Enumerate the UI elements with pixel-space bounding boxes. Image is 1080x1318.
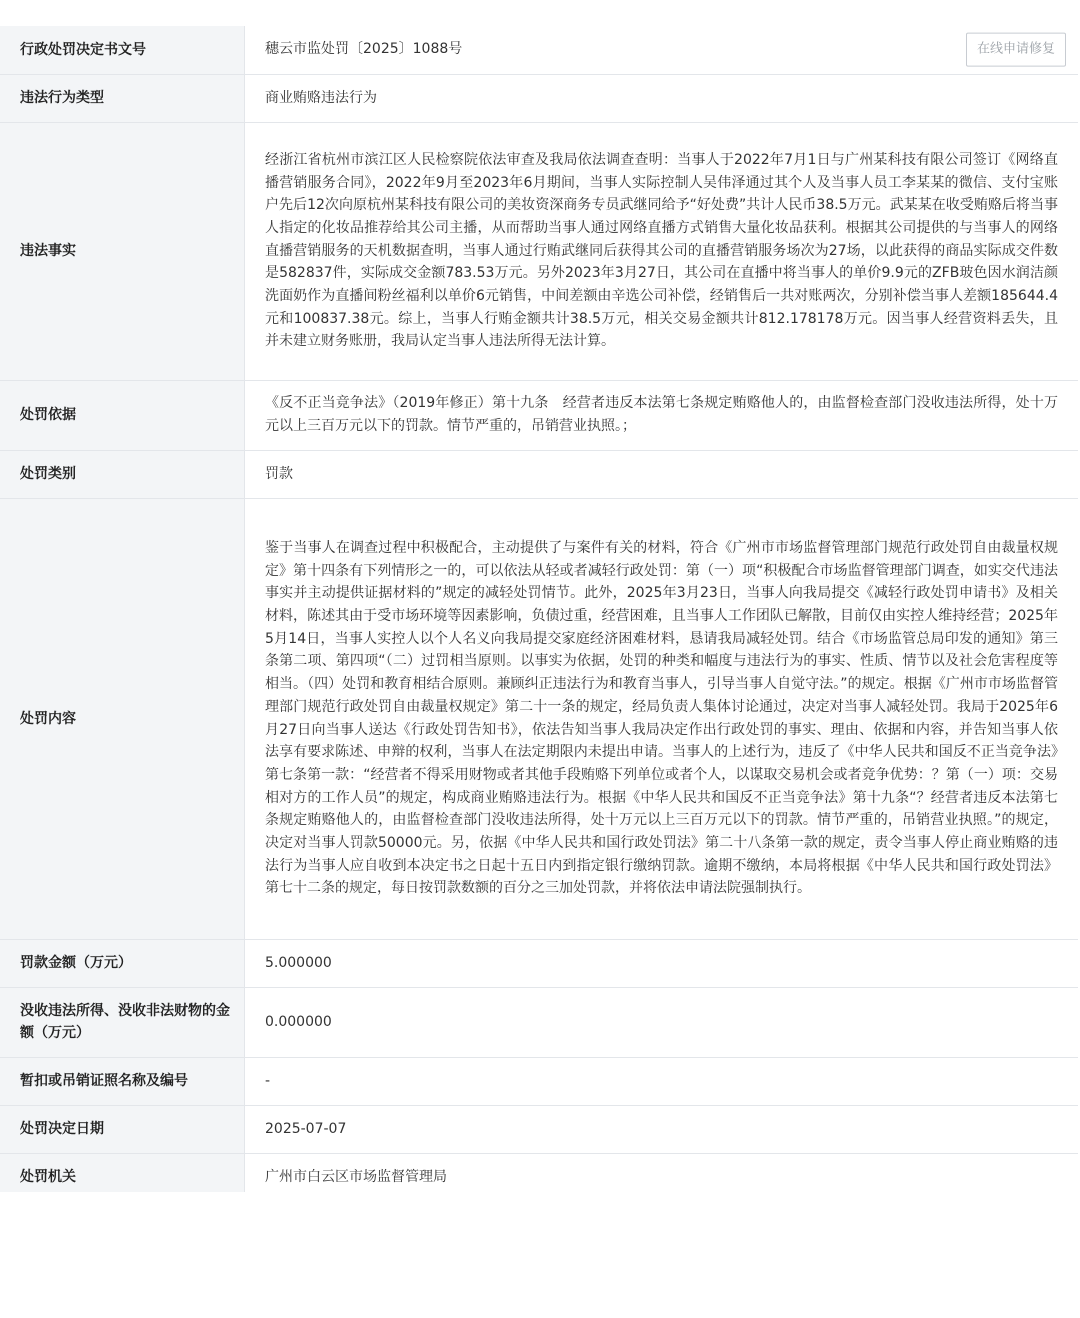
- value-violation-facts: 经浙江省杭州市滨江区人民检察院依法审查及我局依法调查查明：当事人于2022年7月1日与广州某科技有限公司签订《网络直播营销服务合同》，2022年9月至2023年6月期间，当事人实际控制人吴伟泽通过其个人及当事人员工李某某的微信、支付宝账户先后12次向原杭州某科技有限公司的美妆资深商务专员武继同给予“好处费”共计人民币38.5万元。武某某在收受贿赂后将当事人指定的化妆品推荐给其公司主播，从而帮助当事人通过网络直播方式销售大量化妆品获利。根据其公司提供的与当事人的网络直播营销服务的天机数据查明，当事人通过行贿武继同后获得其公司的直播营销服务场次为27场，以此获得的商品实际成交件数是582837件，实际成交金额783.53万元。另外2023年3月27日，其公司在直播中将当事人的单价9.9元的ZFB玻色因水润洁颜洗面奶作为直播间粉丝福利以单价6元销售，中间差额由辛选公司补偿，经销售后一共对账两次，分别补偿当事人差额185644.4元和100837.38元。综上，当事人行贿金额共计38.5万元，相关交易金额共计812.178178万元。因当事人经营资料丢失，且并未建立财务账册，我局认定当事人违法所得无法计算。: [245, 122, 1079, 380]
- row-penalty-basis: [0, 380, 1078, 450]
- label-penalty-basis: 处罚依据: [0, 380, 245, 450]
- penalty-record-table: [0, 26, 1078, 1202]
- label-authority: 处罚机关: [0, 1153, 245, 1201]
- value-decision-number: 穗云市监处罚〔2025〕1088号: [265, 41, 463, 58]
- row-decision-date: [0, 1105, 1078, 1153]
- value-license-revocation: -: [245, 1057, 1079, 1105]
- online-repair-button[interactable]: 在线申请修复: [966, 32, 1066, 67]
- value-violation-type: 商业贿赂违法行为: [245, 74, 1079, 122]
- value-confiscation-amount: 0.000000: [245, 987, 1079, 1057]
- label-violation-facts: 违法事实: [0, 122, 245, 380]
- label-fine-amount: 罚款金额（万元）: [0, 939, 245, 987]
- label-decision-number: 行政处罚决定书文号: [0, 26, 245, 74]
- row-violation-facts: [0, 122, 1078, 380]
- label-decision-date: 处罚决定日期: [0, 1105, 245, 1153]
- row-decision-number: [0, 26, 1078, 74]
- row-penalty-category: [0, 450, 1078, 498]
- value-penalty-basis: 《反不正当竞争法》（2019年修正）第十九条 经营者违反本法第七条规定贿赂他人的，由监督检查部门没收违法所得，处十万元以上三百万元以下的罚款。情节严重的，吊销营业执照。；: [245, 380, 1079, 450]
- row-penalty-content: [0, 498, 1078, 939]
- value-decision-number-cell: [245, 26, 1079, 74]
- row-license-revocation: [0, 1057, 1078, 1105]
- value-authority: 广州市白云区市场监督管理局: [245, 1153, 1079, 1201]
- value-decision-date: 2025-07-07: [245, 1105, 1079, 1153]
- label-confiscation-amount: 没收违法所得、没收非法财物的金额（万元）: [0, 987, 245, 1057]
- value-penalty-category: 罚款: [245, 450, 1079, 498]
- row-confiscation-amount: [0, 987, 1078, 1057]
- row-violation-type: [0, 74, 1078, 122]
- value-fine-amount: 5.000000: [245, 939, 1079, 987]
- row-fine-amount: [0, 939, 1078, 987]
- label-penalty-category: 处罚类别: [0, 450, 245, 498]
- label-license-revocation: 暂扣或吊销证照名称及编号: [0, 1057, 245, 1105]
- label-violation-type: 违法行为类型: [0, 74, 245, 122]
- label-penalty-content: 处罚内容: [0, 498, 245, 939]
- page-bottom-blank: [0, 1192, 1080, 1318]
- value-penalty-content: 鉴于当事人在调查过程中积极配合，主动提供了与案件有关的材料，符合《广州市市场监督管理部门规范行政处罚自由裁量权规定》第十四条有下列情形之一的，可以依法从轻或者减轻行政处罚：第（一）项“积极配合市场监督管理部门调查，如实交代违法事实并主动提供证据材料的”规定的减轻处罚情节。此外，2025年3月23日，当事人向我局提交《减轻行政处罚申请书》及相关材料，陈述其由于受市场环境等因素影响，负债过重，经营困难，且当事人工作团队已解散，目前仅由实控人维持经营；2025年5月14日，当事人实控人以个人名义向我局提交家庭经济困难材料，恳请我局减轻处罚。结合《市场监管总局印发的通知》第三条第二项、第四项“（二）过罚相当原则。以事实为依据，处罚的种类和幅度与违法行为的事实、性质、情节以及社会危害程度等相当。（四）处罚和教育相结合原则。兼顾纠正违法行为和教育当事人，引导当事人自觉守法。”的规定。根据《广州市市场监督管理部门规范行政处罚自由裁量权规定》第二十一条的规定，经局负责人集体讨论通过，决定对当事人减轻处罚。我局于2025年6月27日向当事人送达《行政处罚告知书》，依法告知当事人我局决定作出行政处罚的事实、理由、依据和内容，并告知当事人依法享有要求陈述、申辩的权利，当事人在法定期限内未提出申请。当事人的上述行为，违反了《中华人民共和国反不正当竞争法》第七条第一款：“经营者不得采用财物或者其他手段贿赂下列单位或者个人，以谋取交易机会或者竞争优势：？第（一）项：交易相对方的工作人员”的规定，构成商业贿赂违法行为。根据《中华人民共和国反不正当竞争法》第十九条“？经营者违反本法第七条规定贿赂他人的，由监督检查部门没收违法所得，处十万元以上三百万元以下的罚款。情节严重的，吊销营业执照。”的规定，决定对当事人罚款50000元。另，依据《中华人民共和国行政处罚法》第二十八条第一款的规定，责令当事人停止商业贿赂的违法行为当事人应自收到本决定书之日起十五日内到指定银行缴纳罚款。逾期不缴纳，本局将根据《中华人民共和国行政处罚法》第七十二条的规定，每日按罚款数额的百分之三加处罚款，并将依法申请法院强制执行。: [245, 498, 1079, 939]
